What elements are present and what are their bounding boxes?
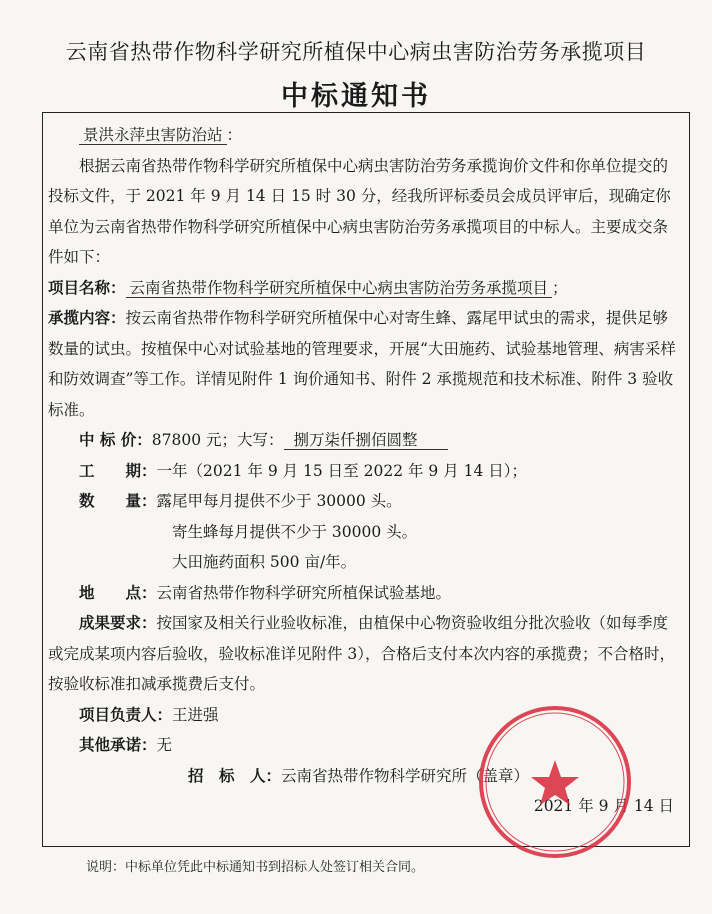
intro-paragraph: 根据云南省热带作物科学研究所植保中心病虫害防治劳务承揽询价文件和你单位提交的投标文件，于 2021 年 9 月 14 日 15 时 30 分，经我所评标委员会成员评审后，现确定你单位为云南省热带作物科学研究所植保中心病虫害防治劳务承揽项目的中标人。主要成交条件如下： [48,156,671,266]
price-words: 捌万柒仟捌佰圆整 [284,431,448,450]
requirements-label: 成果要求： [79,614,157,632]
requirements-value: 按国家及相关行业验收标准，由植保中心物资验收组分批次验收（如每季度或完成某项内容后验收，验收标准详见附件 3），合格后支付本次内容的承揽费；不合格时，按验收标准扣减承揽费后支付。 [48,614,676,693]
quantity-line [48,486,680,517]
price-amount: 87800 元；大写： [151,431,284,449]
scope-paragraph [48,303,680,425]
period-line [48,456,680,487]
quantity-label: 数 量： [79,492,157,510]
quantity-item: 露尾甲每月提供不少于 30000 头。 [156,492,402,510]
location-value: 云南省热带作物科学研究所植保试验基地。 [156,583,452,602]
recipient-line: 景洪永萍虫害防治站 ： [48,120,680,151]
project-line: 项目名称： 云南省热带作物科学研究所植保中心病虫害防治劳务承揽项目 ； [48,278,568,297]
other-value: 无 [156,736,173,754]
scope-label: 承揽内容： [48,309,126,327]
location-label: 地 点： [79,583,157,602]
project-value: 云南省热带作物科学研究所植保中心病虫害防治劳务承揽项目 [126,279,553,298]
manager-label: 项目负责人： [79,705,173,724]
signer-value: 云南省热带作物科学研究所（盖章） [281,766,530,785]
document-title: 云南省热带作物科学研究所植保中心病虫害防治劳务承揽项目 [65,40,647,64]
price-label: 中 标 价： [79,431,152,449]
requirements-paragraph [48,608,680,700]
issue-date: 2021 年 9 月 14 日 [533,797,674,815]
recipient: 景洪永萍虫害防治站 [79,126,227,145]
period-label: 工 期： [79,461,157,480]
other-label: 其他承诺： [79,736,157,754]
quantity-item: 寄生蜂每月提供不少于 30000 头。 [172,522,418,541]
project-label: 项目名称： [48,278,126,297]
signer-label: 招 标 人： [188,766,282,785]
manager-value: 王进强 [172,705,219,724]
location-line [48,578,680,609]
official-seal-stamp [475,702,635,862]
footnote: 说明：中标单位凭此中标通知书到招标人处签订相关合同。 [86,860,425,875]
scope-value: 按云南省热带作物科学研究所植保中心对寄生蜂、露尾甲试虫的需求，提供足够数量的试虫。按植保中心对试验基地的管理要求，开展“大田施药、试验基地管理、病害采样和防效调查”等工作。详情见附件 1 询价通知书、附件 2 承揽规范和技术标准、附件 3 验收标准。 [48,309,676,419]
price-line [48,425,680,456]
period-value: 一年（2021 年 9 月 15 日至 2022 年 9 月 14 日）； [156,461,528,480]
document-heading: 中标通知书 [281,81,431,112]
quantity-item: 大田施药面积 500 亩/年。 [172,553,357,571]
